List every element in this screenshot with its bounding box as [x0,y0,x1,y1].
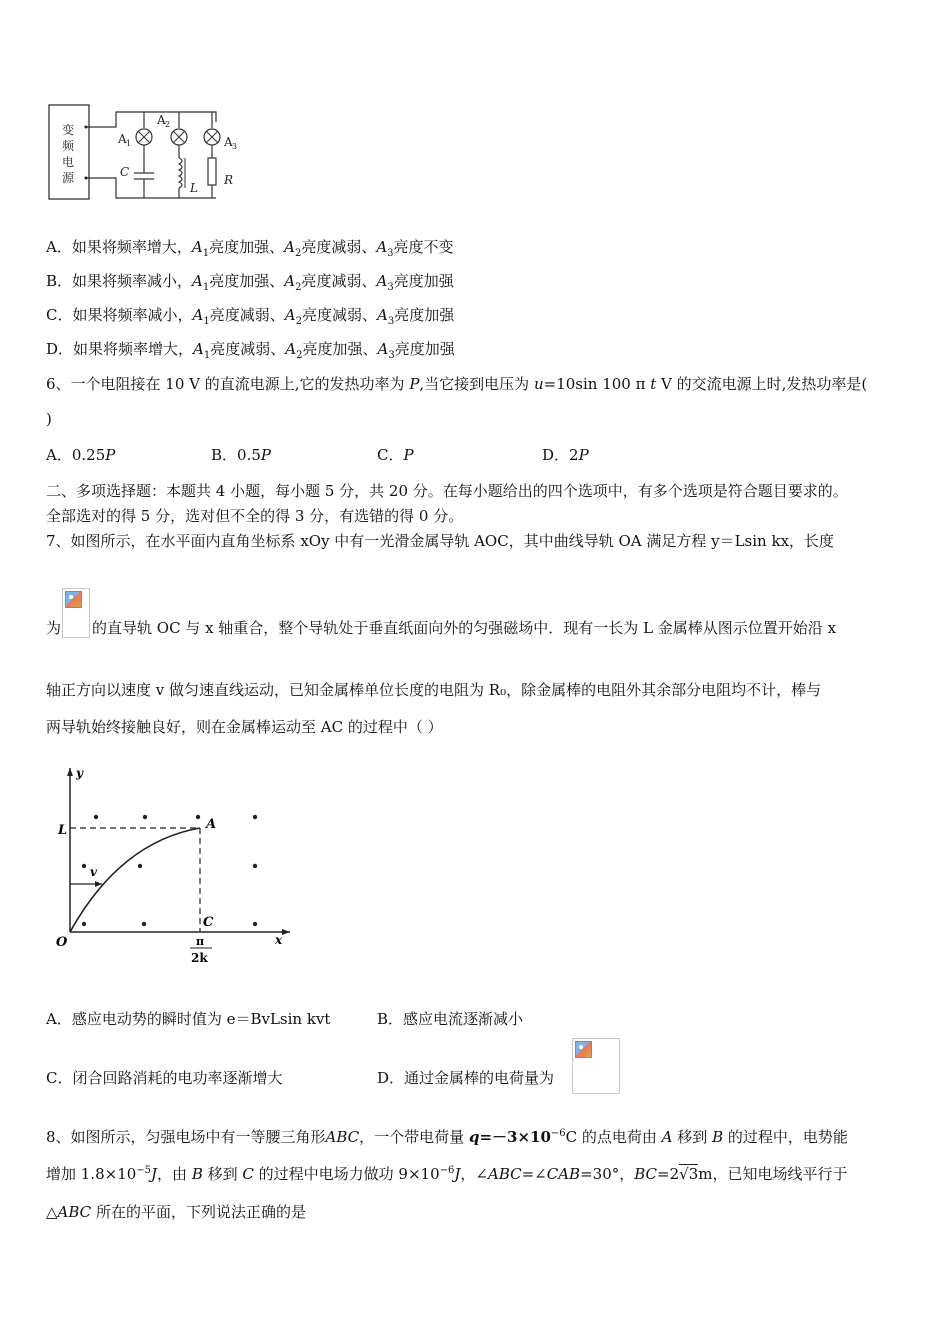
q8-line1: 8、如图所示，匀强电场中有一等腰三角形ABC，一个带电荷量 $q=-3\times 10^{-6}C$ 的点电荷由 A 移到 B 的过程中，电势能 [46,1128,848,1146]
twok-label: 2k [191,951,208,965]
resistor [208,158,216,185]
pi-label: π [196,935,205,948]
q5-option-d[interactable]: D．如果将频率增大，$A_1$亮度减弱、$A_2$亮度加强、$A_3$亮度加强 [46,340,455,361]
svg-text:A: A [157,113,166,127]
inductor-label: L [190,181,198,195]
q8-line2: 增加 $1.8\times 10^{-5}J$，由 B 移到 C 的过程中电场力做功 $9\times 10^{-6}J$，∠ABC=∠CAB=30°，BC=2√3m，已知电场线平行于 [46,1165,848,1183]
resistor-label: R [224,173,234,187]
source-label: 变 [62,123,75,137]
broken-image-icon [62,588,90,638]
svg-text:3: 3 [232,142,238,151]
q6-stem-close: ) [46,410,52,428]
q6-option-c[interactable]: C．P [377,446,414,464]
q7-graph [50,762,295,977]
axis-y-label: y [76,766,83,780]
q7-option-d[interactable]: D．通过金属棒的电荷量为 [377,1069,555,1087]
svg-text:A: A [118,132,127,146]
L-label: L [58,823,68,838]
q7-option-b[interactable]: B．感应电流逐渐减小 [377,1010,524,1028]
q6-option-d[interactable]: D．2P [542,446,589,464]
axis-x-label: x [275,933,283,947]
q6-option-a[interactable]: A．0.25P [46,446,116,464]
origin-label: O [56,935,68,950]
section2-line2: 全部选对的得 5 分，选对但不全的得 3 分，有选错的得 0 分。 [46,507,464,525]
svg-text:源: 源 [62,171,75,185]
q7-line2a: 为 [46,619,62,637]
q7-line2b: 的直导轨 OC 与 x 轴重合，整个导轨处于垂直纸面向外的匀强磁场中．现有一长为 L 金属棒从图示位置开始沿 x [92,619,837,637]
q7-option-a[interactable]: A．感应电动势的瞬时值为 e＝BvLsin kvt [46,1010,331,1028]
svg-text:电: 电 [62,155,75,169]
q8-line3: △ABC 所在的平面，下列说法正确的是 [46,1203,306,1221]
q5-option-b[interactable]: B．如果将频率减小，$A_1$亮度加强、$A_2$亮度减弱、$A_3$亮度加强 [46,272,454,293]
v-label: v [90,865,97,879]
q6-stem: 6、一个电阻接在 10 V 的直流电源上,它的发热功率为 P,当它接到电压为 u=10sin 100 π t V 的交流电源上时,发热功率是( [46,375,868,393]
C-label: C [203,915,214,930]
section2-line1: 二、多项选择题：本题共 4 小题，每小题 5 分，共 20 分。在每小题给出的四个选项中，有多个选项是符合题目要求的。 [46,482,848,500]
q5-option-a[interactable]: A．如果将频率增大，$A_1$亮度加强、$A_2$亮度减弱、$A_3$亮度不变 [46,238,454,259]
svg-text:1: 1 [126,139,132,148]
q6-option-b[interactable]: B．0.5P [211,446,271,464]
q7-line1: 7、如图所示，在水平面内直角坐标系 xOy 中有一光滑金属导轨 AOC，其中曲线导轨 OA 满足方程 y＝Lsin kx，长度 [46,532,835,550]
circuit-diagram [44,100,254,205]
capacitor-label: C [120,165,130,179]
svg-text:A: A [224,135,233,149]
A-label: A [206,817,217,832]
q7-option-c[interactable]: C．闭合回路消耗的电功率逐渐增大 [46,1069,283,1087]
q7-line3: 轴正方向以速度 v 做匀速直线运动，已知金属棒单位长度的电阻为 R₀，除金属棒的电阻外其余部分电阻均不计，棒与 [46,681,822,699]
broken-image-icon [572,1038,620,1094]
q7-line4: 两导轨始终接触良好，则在金属棒运动至 AC 的过程中（ ） [46,718,443,736]
q5-option-c[interactable]: C．如果将频率减小，$A_1$亮度减弱、$A_2$亮度减弱、$A_3$亮度加强 [46,306,455,327]
svg-text:2: 2 [165,120,171,129]
svg-text:频: 频 [62,139,75,153]
